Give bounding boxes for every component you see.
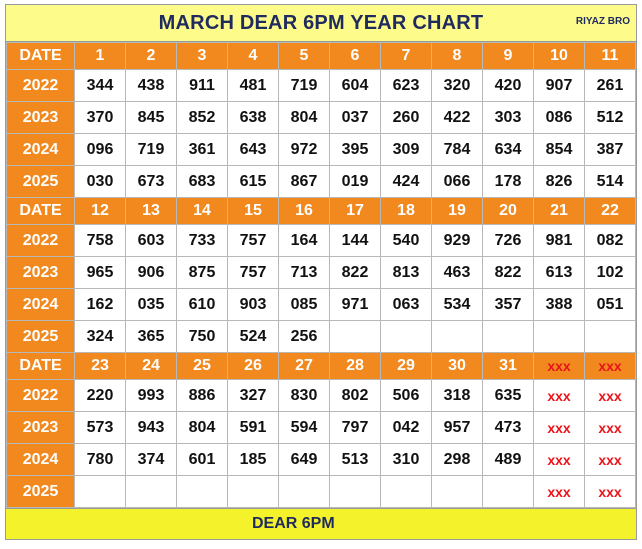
result-cell <box>534 321 585 353</box>
result-cell: 929 <box>432 225 483 257</box>
result-cell: 298 <box>432 444 483 476</box>
day-header-cell: 4 <box>228 43 279 70</box>
table-row <box>7 476 636 508</box>
result-cell <box>126 476 177 508</box>
result-cell: 463 <box>432 257 483 289</box>
result-cell: 601 <box>177 444 228 476</box>
year-cell: 2024 <box>7 134 75 166</box>
result-cell: 610 <box>177 289 228 321</box>
result-cell: 797 <box>330 412 381 444</box>
result-cell: 424 <box>381 166 432 198</box>
year-cell: 2022 <box>7 225 75 257</box>
day-header-cell: 24 <box>126 353 177 380</box>
result-cell: 387 <box>585 134 636 166</box>
result-cell <box>432 321 483 353</box>
year-cell: 2024 <box>7 444 75 476</box>
result-cell: 802 <box>330 380 381 412</box>
result-cell: 388 <box>534 289 585 321</box>
result-cell: 643 <box>228 134 279 166</box>
day-header-cell: 5 <box>279 43 330 70</box>
result-cell: 185 <box>228 444 279 476</box>
table-row <box>7 70 636 102</box>
result-cell: 303 <box>483 102 534 134</box>
result-cell: 512 <box>585 102 636 134</box>
result-cell: 719 <box>279 70 330 102</box>
result-cell: 514 <box>585 166 636 198</box>
year-cell: 2023 <box>7 102 75 134</box>
result-cell: 096 <box>75 134 126 166</box>
result-cell: 256 <box>279 321 330 353</box>
result-cell: 473 <box>483 412 534 444</box>
result-cell: 220 <box>75 380 126 412</box>
day-header-cell: 21 <box>534 198 585 225</box>
result-cell: 162 <box>75 289 126 321</box>
result-cell: 594 <box>279 412 330 444</box>
table-row <box>7 321 636 353</box>
result-cell: 757 <box>228 225 279 257</box>
result-cell: 957 <box>432 412 483 444</box>
result-cell <box>432 476 483 508</box>
date-header-label: DATE <box>7 353 75 380</box>
result-cell: 613 <box>534 257 585 289</box>
day-header-cell: 3 <box>177 43 228 70</box>
result-cell: 638 <box>228 102 279 134</box>
result-cell: 085 <box>279 289 330 321</box>
result-cell: 993 <box>126 380 177 412</box>
day-header-cell: 27 <box>279 353 330 380</box>
year-cell: 2025 <box>7 321 75 353</box>
result-cell: 144 <box>330 225 381 257</box>
date-header-label: DATE <box>7 43 75 70</box>
result-cell: 506 <box>381 380 432 412</box>
result-cell: 907 <box>534 70 585 102</box>
day-header-cell: 29 <box>381 353 432 380</box>
result-cell: 086 <box>534 102 585 134</box>
result-cell: 813 <box>381 257 432 289</box>
result-cell: 037 <box>330 102 381 134</box>
result-cell: 758 <box>75 225 126 257</box>
date-header-row <box>7 43 636 70</box>
day-header-cell: 17 <box>330 198 381 225</box>
result-cell: 260 <box>381 102 432 134</box>
day-header-cell: xxx <box>585 353 636 380</box>
result-cell: 344 <box>75 70 126 102</box>
result-cell: 903 <box>228 289 279 321</box>
chart-title: MARCH DEAR 6PM YEAR CHART <box>158 12 484 34</box>
date-header-row <box>7 198 636 225</box>
year-cell: 2025 <box>7 166 75 198</box>
day-header-cell: 6 <box>330 43 381 70</box>
result-cell: 845 <box>126 102 177 134</box>
day-header-cell: 26 <box>228 353 279 380</box>
result-cell: 324 <box>75 321 126 353</box>
result-cell: xxx <box>534 380 585 412</box>
year-cell: 2023 <box>7 412 75 444</box>
table-row <box>7 412 636 444</box>
title-bar <box>6 5 636 42</box>
result-cell: 733 <box>177 225 228 257</box>
result-cell: 261 <box>585 70 636 102</box>
result-cell: 757 <box>228 257 279 289</box>
result-cell: 357 <box>483 289 534 321</box>
day-header-cell: 18 <box>381 198 432 225</box>
table-row <box>7 380 636 412</box>
result-cell: 683 <box>177 166 228 198</box>
result-cell: 943 <box>126 412 177 444</box>
result-cell: 649 <box>279 444 330 476</box>
result-cell: 673 <box>126 166 177 198</box>
result-cell: 395 <box>330 134 381 166</box>
result-cell: 164 <box>279 225 330 257</box>
result-cell: 911 <box>177 70 228 102</box>
result-cell: 374 <box>126 444 177 476</box>
result-cell: 422 <box>432 102 483 134</box>
result-cell: 726 <box>483 225 534 257</box>
result-cell: 320 <box>432 70 483 102</box>
day-header-cell: 20 <box>483 198 534 225</box>
day-header-cell: 13 <box>126 198 177 225</box>
result-cell <box>75 476 126 508</box>
result-cell <box>228 476 279 508</box>
result-cell: 713 <box>279 257 330 289</box>
year-cell: 2024 <box>7 289 75 321</box>
result-cell <box>483 476 534 508</box>
table-row <box>7 257 636 289</box>
result-cell <box>330 321 381 353</box>
date-header-row <box>7 353 636 380</box>
result-cell: 750 <box>177 321 228 353</box>
result-cell: 310 <box>381 444 432 476</box>
result-cell: 030 <box>75 166 126 198</box>
result-cell: 540 <box>381 225 432 257</box>
table-row <box>7 166 636 198</box>
footer-bar <box>6 508 636 539</box>
results-table <box>6 42 636 508</box>
table-row <box>7 102 636 134</box>
result-cell: 438 <box>126 70 177 102</box>
result-cell: 327 <box>228 380 279 412</box>
result-cell: 830 <box>279 380 330 412</box>
result-cell: 066 <box>432 166 483 198</box>
result-cell: 051 <box>585 289 636 321</box>
day-header-cell: 28 <box>330 353 381 380</box>
result-cell <box>585 321 636 353</box>
year-cell: 2022 <box>7 70 75 102</box>
result-cell: 971 <box>330 289 381 321</box>
day-header-cell: 31 <box>483 353 534 380</box>
result-cell: 886 <box>177 380 228 412</box>
result-cell: 719 <box>126 134 177 166</box>
result-cell: 603 <box>126 225 177 257</box>
result-cell: 102 <box>585 257 636 289</box>
day-header-cell: 23 <box>75 353 126 380</box>
day-header-cell: 11 <box>585 43 636 70</box>
result-cell: 822 <box>483 257 534 289</box>
result-cell: 019 <box>330 166 381 198</box>
year-cell: 2023 <box>7 257 75 289</box>
result-cell: 178 <box>483 166 534 198</box>
day-header-cell: 16 <box>279 198 330 225</box>
result-cell: 615 <box>228 166 279 198</box>
result-cell: 822 <box>330 257 381 289</box>
result-cell: 309 <box>381 134 432 166</box>
result-cell: 420 <box>483 70 534 102</box>
day-header-cell: 19 <box>432 198 483 225</box>
result-cell: 361 <box>177 134 228 166</box>
result-cell: 875 <box>177 257 228 289</box>
day-header-cell: xxx <box>534 353 585 380</box>
table-row <box>7 134 636 166</box>
result-cell <box>381 476 432 508</box>
result-cell: 082 <box>585 225 636 257</box>
result-cell: 604 <box>330 70 381 102</box>
day-header-cell: 10 <box>534 43 585 70</box>
day-header-cell: 8 <box>432 43 483 70</box>
result-cell: 318 <box>432 380 483 412</box>
result-cell: 906 <box>126 257 177 289</box>
result-cell: 035 <box>126 289 177 321</box>
result-cell: xxx <box>585 444 636 476</box>
result-cell: 780 <box>75 444 126 476</box>
result-cell: 972 <box>279 134 330 166</box>
result-cell: 852 <box>177 102 228 134</box>
result-cell: 965 <box>75 257 126 289</box>
day-header-cell: 2 <box>126 43 177 70</box>
result-cell <box>381 321 432 353</box>
result-cell <box>177 476 228 508</box>
result-cell <box>330 476 381 508</box>
result-cell: 534 <box>432 289 483 321</box>
result-cell: 804 <box>177 412 228 444</box>
year-cell: 2025 <box>7 476 75 508</box>
result-cell: 370 <box>75 102 126 134</box>
result-cell: 854 <box>534 134 585 166</box>
day-header-cell: 12 <box>75 198 126 225</box>
day-header-cell: 1 <box>75 43 126 70</box>
table-row <box>7 289 636 321</box>
result-cell <box>279 476 330 508</box>
year-chart <box>5 4 637 540</box>
day-header-cell: 22 <box>585 198 636 225</box>
result-cell: xxx <box>585 380 636 412</box>
result-cell: 826 <box>534 166 585 198</box>
result-cell: 867 <box>279 166 330 198</box>
result-cell: 063 <box>381 289 432 321</box>
result-cell: 042 <box>381 412 432 444</box>
table-row <box>7 225 636 257</box>
result-cell: 573 <box>75 412 126 444</box>
result-cell: 623 <box>381 70 432 102</box>
result-cell: 524 <box>228 321 279 353</box>
day-header-cell: 14 <box>177 198 228 225</box>
result-cell: 981 <box>534 225 585 257</box>
brand-label: RIYAZ BRO <box>575 16 630 27</box>
year-cell: 2022 <box>7 380 75 412</box>
result-cell: 784 <box>432 134 483 166</box>
day-header-cell: 30 <box>432 353 483 380</box>
date-header-label: DATE <box>7 198 75 225</box>
result-cell: 513 <box>330 444 381 476</box>
result-cell: xxx <box>585 412 636 444</box>
day-header-cell: 7 <box>381 43 432 70</box>
table-row <box>7 444 636 476</box>
day-header-cell: 25 <box>177 353 228 380</box>
footer-label: DEAR 6PM <box>252 515 335 532</box>
day-header-cell: 15 <box>228 198 279 225</box>
result-cell: xxx <box>585 476 636 508</box>
result-cell: 481 <box>228 70 279 102</box>
day-header-cell: 9 <box>483 43 534 70</box>
result-cell: 365 <box>126 321 177 353</box>
result-cell: 804 <box>279 102 330 134</box>
result-cell <box>483 321 534 353</box>
result-cell: xxx <box>534 476 585 508</box>
result-cell: 489 <box>483 444 534 476</box>
result-cell: xxx <box>534 444 585 476</box>
result-cell: 634 <box>483 134 534 166</box>
result-cell: xxx <box>534 412 585 444</box>
result-cell: 591 <box>228 412 279 444</box>
result-cell: 635 <box>483 380 534 412</box>
